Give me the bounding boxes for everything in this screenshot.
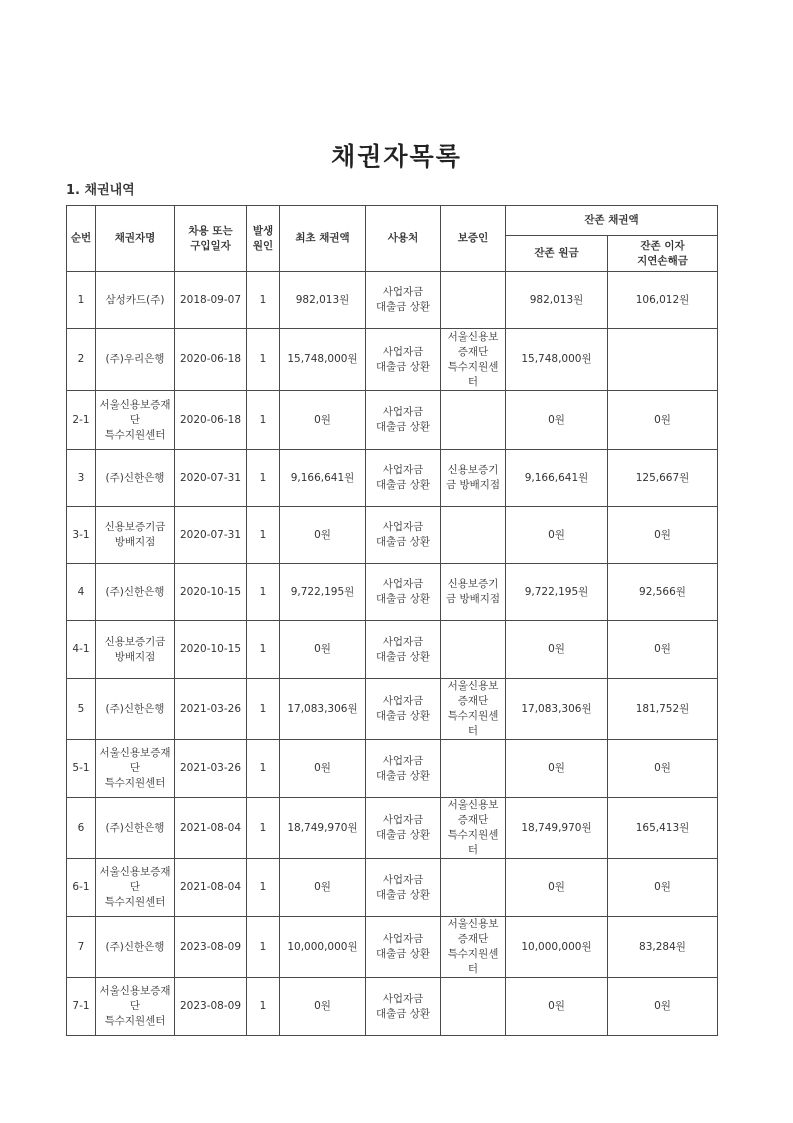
cell-creditor: 서울신용보증재 단 특수지원센터: [96, 740, 175, 798]
cell-initial-amount: 0원: [280, 621, 366, 679]
cell-remaining-principal: 10,000,000원: [506, 917, 608, 978]
cell-creditor: 서울신용보증재 단 특수지원센터: [96, 391, 175, 450]
cell-guarantor: 서울신용보 증재단 특수지원센 터: [441, 917, 506, 978]
cell-remaining-interest: 125,667원: [608, 450, 718, 507]
cell-seq: 4-1: [67, 621, 96, 679]
cell-cause: 1: [247, 978, 280, 1036]
cell-initial-amount: 9,166,641원: [280, 450, 366, 507]
cell-remaining-interest: 0원: [608, 507, 718, 564]
cell-remaining-interest: 0원: [608, 621, 718, 679]
cell-guarantor: 서울신용보 증재단 특수지원센 터: [441, 329, 506, 391]
table-row: [67, 621, 718, 679]
cell-guarantor: [441, 740, 506, 798]
cell-usage: 사업자금 대출금 상환: [366, 450, 441, 507]
cell-creditor: (주)우리은행: [96, 329, 175, 391]
cell-cause: 1: [247, 272, 280, 329]
cell-guarantor: [441, 859, 506, 917]
cell-remaining-principal: 982,013원: [506, 272, 608, 329]
cell-seq: 5-1: [67, 740, 96, 798]
table-row: [67, 917, 718, 978]
header-remaining-interest: 잔존 이자 지연손해금: [608, 236, 718, 272]
cell-remaining-interest: [608, 329, 718, 391]
cell-cause: 1: [247, 621, 280, 679]
cell-cause: 1: [247, 564, 280, 621]
cell-initial-amount: 10,000,000원: [280, 917, 366, 978]
cell-remaining-principal: 0원: [506, 740, 608, 798]
header-date: 차용 또는 구입일자: [175, 206, 247, 272]
cell-date: 2021-03-26: [175, 740, 247, 798]
document-title: 채권자목록: [331, 142, 462, 171]
cell-remaining-interest: 181,752원: [608, 679, 718, 740]
cell-remaining-interest: 0원: [608, 391, 718, 450]
cell-seq: 2: [67, 329, 96, 391]
cell-seq: 3-1: [67, 507, 96, 564]
header-remaining-group: 잔존 채권액: [506, 206, 718, 236]
cell-guarantor: [441, 507, 506, 564]
cell-usage: 사업자금 대출금 상환: [366, 740, 441, 798]
creditor-table: [66, 205, 718, 1036]
cell-remaining-principal: 18,749,970원: [506, 798, 608, 859]
cell-usage: 사업자금 대출금 상환: [366, 507, 441, 564]
cell-remaining-principal: 9,166,641원: [506, 450, 608, 507]
header-creditor: 채권자명: [96, 206, 175, 272]
table-row: [67, 507, 718, 564]
cell-remaining-principal: 9,722,195원: [506, 564, 608, 621]
cell-seq: 7: [67, 917, 96, 978]
header-seq: 순번: [67, 206, 96, 272]
cell-creditor: (주)신한은행: [96, 679, 175, 740]
header-cause: 발생 원인: [247, 206, 280, 272]
cell-cause: 1: [247, 859, 280, 917]
cell-date: 2021-03-26: [175, 679, 247, 740]
cell-date: 2020-10-15: [175, 621, 247, 679]
cell-usage: 사업자금 대출금 상환: [366, 564, 441, 621]
header-guarantor: 보증인: [441, 206, 506, 272]
cell-cause: 1: [247, 679, 280, 740]
cell-usage: 사업자금 대출금 상환: [366, 679, 441, 740]
cell-remaining-principal: 0원: [506, 391, 608, 450]
table-row: [67, 798, 718, 859]
table-row: [67, 978, 718, 1036]
cell-remaining-interest: 0원: [608, 978, 718, 1036]
cell-initial-amount: 0원: [280, 740, 366, 798]
cell-remaining-principal: 17,083,306원: [506, 679, 608, 740]
cell-initial-amount: 0원: [280, 391, 366, 450]
table-header: [67, 206, 718, 272]
cell-cause: 1: [247, 391, 280, 450]
cell-cause: 1: [247, 740, 280, 798]
cell-creditor: (주)신한은행: [96, 798, 175, 859]
cell-seq: 6-1: [67, 859, 96, 917]
cell-guarantor: 서울신용보 증재단 특수지원센 터: [441, 679, 506, 740]
header-remaining-principal: 잔존 원금: [506, 236, 608, 272]
cell-remaining-principal: 0원: [506, 621, 608, 679]
cell-seq: 4: [67, 564, 96, 621]
cell-cause: 1: [247, 917, 280, 978]
cell-usage: 사업자금 대출금 상환: [366, 329, 441, 391]
cell-usage: 사업자금 대출금 상환: [366, 391, 441, 450]
cell-remaining-interest: 106,012원: [608, 272, 718, 329]
cell-seq: 6: [67, 798, 96, 859]
cell-seq: 1: [67, 272, 96, 329]
cell-remaining-principal: 0원: [506, 507, 608, 564]
cell-date: 2018-09-07: [175, 272, 247, 329]
cell-usage: 사업자금 대출금 상환: [366, 621, 441, 679]
cell-creditor: 서울신용보증재 단 특수지원센터: [96, 859, 175, 917]
cell-initial-amount: 982,013원: [280, 272, 366, 329]
cell-initial-amount: 15,748,000원: [280, 329, 366, 391]
cell-remaining-interest: 165,413원: [608, 798, 718, 859]
cell-usage: 사업자금 대출금 상환: [366, 917, 441, 978]
cell-usage: 사업자금 대출금 상환: [366, 978, 441, 1036]
cell-remaining-principal: 0원: [506, 859, 608, 917]
cell-creditor: 삼성카드(주): [96, 272, 175, 329]
table-row: [67, 272, 718, 329]
cell-seq: 5: [67, 679, 96, 740]
cell-initial-amount: 0원: [280, 859, 366, 917]
table-row: [67, 329, 718, 391]
cell-initial-amount: 0원: [280, 978, 366, 1036]
cell-usage: 사업자금 대출금 상환: [366, 859, 441, 917]
cell-date: 2023-08-09: [175, 978, 247, 1036]
table-body: [67, 272, 718, 1036]
cell-date: 2020-06-18: [175, 391, 247, 450]
cell-cause: 1: [247, 450, 280, 507]
cell-creditor: (주)신한은행: [96, 450, 175, 507]
cell-date: 2021-08-04: [175, 798, 247, 859]
cell-guarantor: 신용보증기 금 방배지점: [441, 564, 506, 621]
cell-creditor: (주)신한은행: [96, 564, 175, 621]
cell-remaining-principal: 15,748,000원: [506, 329, 608, 391]
cell-guarantor: 서울신용보 증재단 특수지원센 터: [441, 798, 506, 859]
cell-remaining-principal: 0원: [506, 978, 608, 1036]
cell-remaining-interest: 0원: [608, 859, 718, 917]
header-initial-amount: 최초 채권액: [280, 206, 366, 272]
table-row: [67, 564, 718, 621]
cell-initial-amount: 9,722,195원: [280, 564, 366, 621]
header-usage: 사용처: [366, 206, 441, 272]
cell-cause: 1: [247, 507, 280, 564]
cell-guarantor: 신용보증기 금 방배지점: [441, 450, 506, 507]
cell-date: 2020-07-31: [175, 450, 247, 507]
cell-initial-amount: 0원: [280, 507, 366, 564]
cell-seq: 2-1: [67, 391, 96, 450]
cell-date: 2020-07-31: [175, 507, 247, 564]
cell-date: 2020-06-18: [175, 329, 247, 391]
cell-seq: 7-1: [67, 978, 96, 1036]
cell-remaining-interest: 0원: [608, 740, 718, 798]
table-row: [67, 679, 718, 740]
cell-creditor: 신용보증기금 방배지점: [96, 507, 175, 564]
cell-cause: 1: [247, 798, 280, 859]
cell-guarantor: [441, 272, 506, 329]
cell-creditor: 신용보증기금 방배지점: [96, 621, 175, 679]
cell-initial-amount: 17,083,306원: [280, 679, 366, 740]
cell-usage: 사업자금 대출금 상환: [366, 798, 441, 859]
cell-remaining-interest: 92,566원: [608, 564, 718, 621]
table-row: [67, 740, 718, 798]
cell-guarantor: [441, 621, 506, 679]
cell-remaining-interest: 83,284원: [608, 917, 718, 978]
table-row: [67, 859, 718, 917]
cell-date: 2023-08-09: [175, 917, 247, 978]
cell-usage: 사업자금 대출금 상환: [366, 272, 441, 329]
table-row: [67, 391, 718, 450]
cell-initial-amount: 18,749,970원: [280, 798, 366, 859]
cell-cause: 1: [247, 329, 280, 391]
cell-creditor: 서울신용보증재 단 특수지원센터: [96, 978, 175, 1036]
cell-seq: 3: [67, 450, 96, 507]
table-row: [67, 450, 718, 507]
section-heading: 1. 채권내역: [66, 183, 135, 198]
cell-date: 2020-10-15: [175, 564, 247, 621]
cell-guarantor: [441, 978, 506, 1036]
cell-creditor: (주)신한은행: [96, 917, 175, 978]
cell-date: 2021-08-04: [175, 859, 247, 917]
cell-guarantor: [441, 391, 506, 450]
